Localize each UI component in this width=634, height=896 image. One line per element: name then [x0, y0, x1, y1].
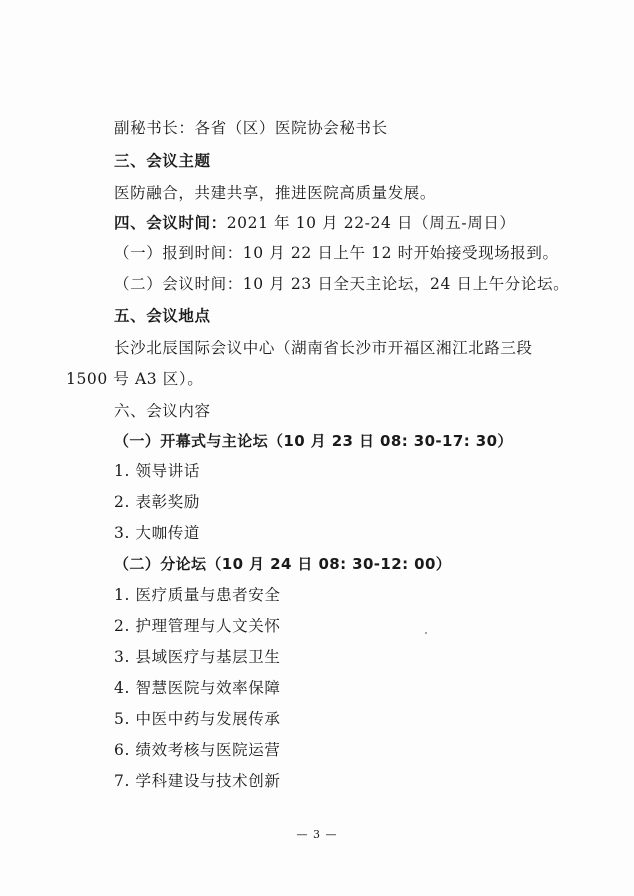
section-6-heading: 六、会议内容	[114, 402, 211, 420]
subsection-2-item: 5. 中医中药与发展传承	[114, 710, 281, 728]
subsection-2-heading: （二）分论坛（10 月 24 日 08: 30-12: 00）	[114, 555, 452, 573]
section-5-body-line-2: 1500 号 A3 区）。	[66, 370, 204, 388]
section-3-heading: 三、会议主题	[114, 152, 211, 170]
subsection-2-item: 6. 绩效考核与医院运营	[114, 741, 281, 759]
subsection-2-item: 2. 护理管理与人文关怀	[114, 617, 281, 635]
subsection-1-item: 1. 领导讲话	[114, 462, 200, 480]
section-3-body: 医防融合，共建共享，推进医院高质量发展。	[114, 184, 437, 202]
subsection-2-item: 1. 医疗质量与患者安全	[114, 586, 281, 604]
subsection-1-item: 3. 大咖传道	[114, 524, 200, 542]
subsection-1-heading: （一）开幕式与主论坛（10 月 23 日 08: 30-17: 30）	[114, 432, 513, 450]
scan-speck	[425, 632, 427, 634]
vice-secretary-line: 副秘书长：各省（区）医院协会秘书长	[114, 119, 388, 137]
section-4-heading-line	[114, 213, 516, 233]
section-4-heading: 四、会议时间：	[114, 214, 227, 232]
subsection-2-item: 3. 县域医疗与基层卫生	[114, 648, 281, 666]
section-5-body-line-1: 长沙北辰国际会议中心（湖南省长沙市开福区湘江北路三段	[114, 339, 533, 357]
subsection-1-item: 2. 表彰奖励	[114, 493, 200, 511]
section-4-item-2: （二）会议时间：10 月 23 日全天主论坛，24 日上午分论坛。	[114, 275, 570, 293]
section-4-item-1: （一）报到时间：10 月 22 日上午 12 时开始接受现场报到。	[114, 244, 559, 262]
section-5-heading: 五、会议地点	[114, 307, 211, 325]
page-number: — 3 —	[296, 828, 338, 841]
subsection-2-item: 4. 智慧医院与效率保障	[114, 679, 281, 697]
section-4-time: 2021 年 10 月 22-24 日（周五-周日）	[226, 214, 516, 232]
subsection-2-item: 7. 学科建设与技术创新	[114, 772, 281, 790]
